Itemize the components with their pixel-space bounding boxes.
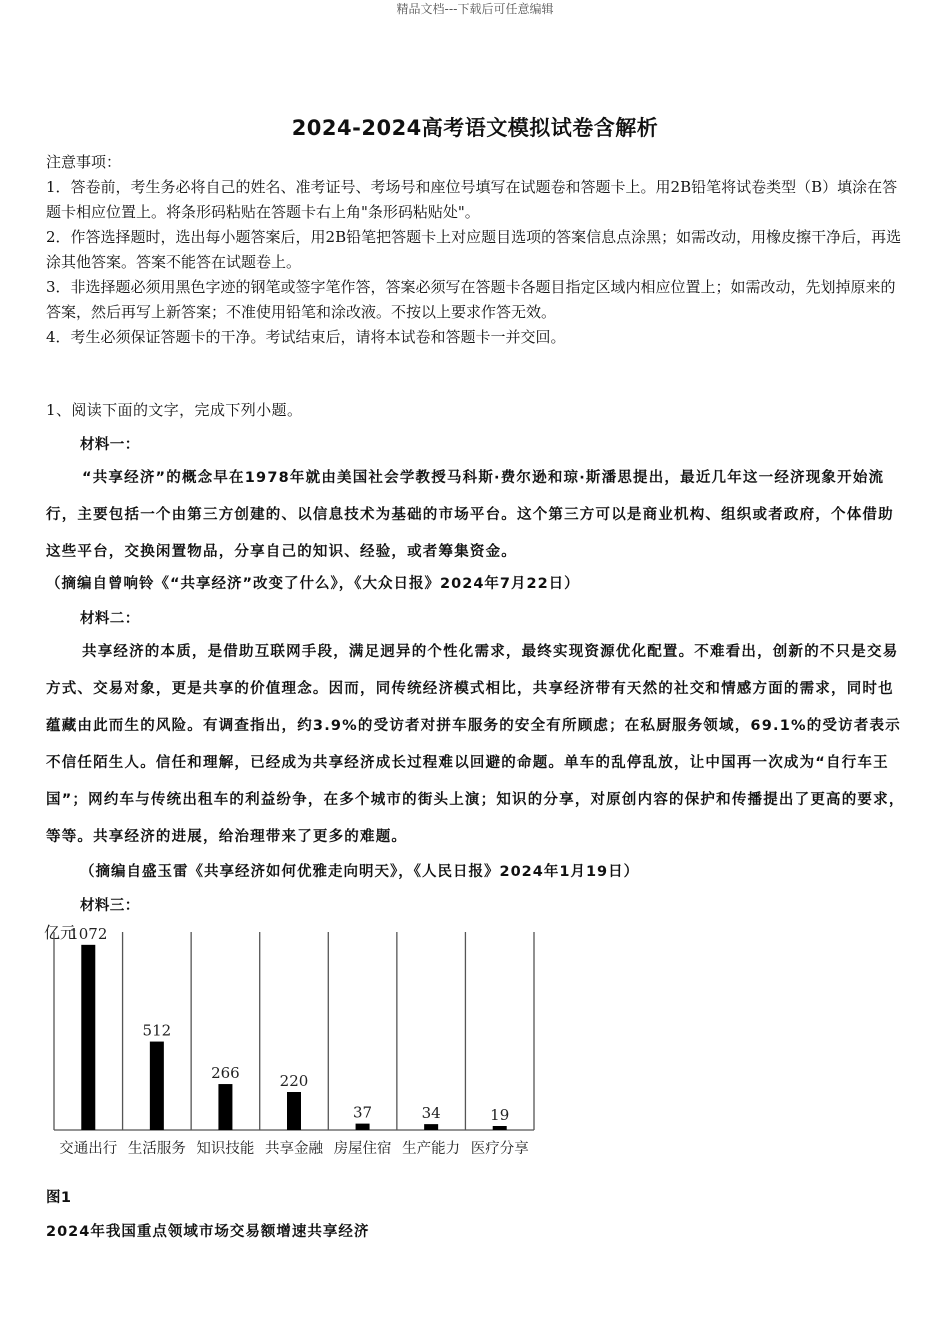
data-label: 37 (353, 1103, 373, 1122)
bar-chart (44, 922, 538, 1162)
notice-item-4: 4．考生必须保证答题卡的干净。考试结束后，请将本试卷和答题卡一并交回。 (46, 328, 566, 346)
category-label: 医疗分享 (470, 1141, 529, 1157)
material2-text: 共享经济的本质，是借助互联网手段，满足迥异的个性化需求，最终实现资源优化配置。不难看出，创新的不只是交易方式、交易对象，更是共享的价值理念。因而，同传统经济模式相比，共享经济带有天然的社交和情感方面的需求，同时也蕴藏由此而生的风险。有调查指出，约3.9%的受访者对拼车服务的安全有所顾虑；在私厨服务领域，69.1%的受访者表示不信任陌生人。信任和理解，已经成为共享经济成长过程难以回避的命题。单车的乱停乱放，让中国再一次成为“自行车王国”；网约车与传统出租车的利益纷争，在多个城市的街头上演；知识的分享，对原创内容的保护和传播提出了更高的要求，等等。共享经济的进展，给治理带来了更多的难题。 (46, 644, 905, 845)
bar-共享金融 (287, 1092, 301, 1130)
data-label: 1072 (69, 924, 108, 943)
data-label: 34 (421, 1104, 441, 1123)
bar-知识技能 (218, 1084, 232, 1130)
question-intro: 1、阅读下面的文字，完成下列小题。 (46, 401, 303, 419)
notice-item-3: 3．非选择题必须用黑色字迹的钢笔或签字笔作答，答案必须写在答题卡各题目指定区域内相应位置上；如需改动，先划掉原来的答案，然后再写上新答案；不准使用铅笔和涂改液。不按以上要求作答无效。 (46, 278, 896, 321)
material1-text: “共享经济”的概念早在1978年就由美国社会学教授马科斯·费尔逊和琼·斯潘思提出，最近几年这一经济现象开始流行，主要包括一个由第三方创建的、以信息技术为基础的市场平台。这个第三方可以是商业机构、组织或者政府，个体借助这些平台，交换闲置物品，分享自己的知识、经验，或者筹集资金。 (46, 470, 894, 560)
notice-section (46, 150, 908, 350)
bar-生产能力 (424, 1124, 438, 1130)
header-note: 精品文档---下载后可任意编辑 (396, 2, 554, 16)
category-label: 房屋住宿 (333, 1141, 392, 1157)
data-label: 512 (142, 1021, 172, 1040)
category-label: 交通出行 (59, 1141, 118, 1157)
material1-source: （摘编自曾响铃《“共享经济”改变了什么》，《大众日报》2024年7月22日） (46, 576, 580, 592)
figure-caption: 2024年我国重点领域市场交易额增速共享经济 (46, 1224, 370, 1240)
notice-label: 注意事项： (46, 153, 122, 171)
bar-chart-svg (44, 922, 538, 1162)
data-label: 220 (279, 1072, 309, 1090)
data-label: 19 (490, 1106, 510, 1124)
category-label: 生产能力 (402, 1141, 461, 1157)
category-label: 共享金融 (265, 1141, 323, 1157)
bar-房屋住宿 (356, 1124, 370, 1130)
data-label: 266 (211, 1064, 240, 1083)
y-axis-unit-label: 亿元 (44, 923, 77, 942)
material1-label: 材料一： (80, 437, 140, 453)
notice-item-2: 2．作答选择题时，选出每小题答案后，用2B铅笔把答题卡上对应题目选项的答案信息点涂黑；如需改动，用橡皮擦干净后，再选涂其他答案。答案不能答在试题卷上。 (46, 228, 902, 271)
bar-医疗分享 (493, 1126, 507, 1130)
notice-item-1: 1．答卷前，考生务必将自己的姓名、准考证号、考场号和座位号填写在试题卷和答题卡上。用2B铅笔将试卷类型（B）填涂在答题卡相应位置上。将条形码粘贴在答题卡右上角"条形码粘贴处"。 (46, 178, 898, 221)
material2-label: 材料二： (80, 611, 140, 627)
bar-交通出行 (81, 945, 95, 1130)
category-label: 知识技能 (196, 1141, 255, 1157)
bar-生活服务 (150, 1042, 164, 1130)
document-title: 2024-2024高考语文模拟试卷含解析 (291, 116, 659, 140)
category-label: 生活服务 (127, 1141, 186, 1157)
material2-source: （摘编自盛玉雷《共享经济如何优雅走向明天》，《人民日报》2024年1月19日） (80, 864, 640, 880)
material3-label: 材料三： (80, 898, 140, 914)
figure-label: 图1 (46, 1190, 72, 1206)
